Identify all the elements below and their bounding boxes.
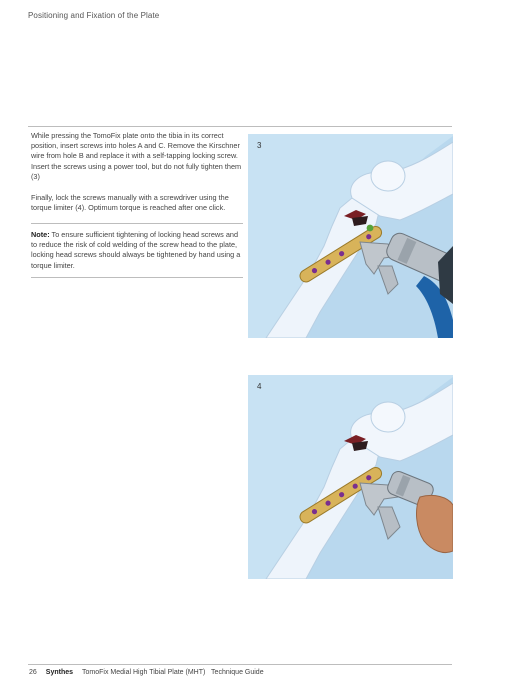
note-text: To ensure sufficient tightening of locking head screws and to reduce the risk of cold welding of the screw head to the plate, locking head screws should always be tightened by hand using a torque limiter. [31,230,241,270]
brand-name: Synthes [45,669,74,676]
tibia-screwdriver-illustration [248,375,453,579]
figure-3-illustration [248,134,453,338]
note-paragraph [31,230,243,271]
page-number: 26 [29,669,37,676]
footer-divider [28,664,452,665]
instruction-paragraph-1: While pressing the TomoFix plate onto the tibia in its correct position, insert screws into holes A and C. Remove the Kirschner wire from hole B and replace it with a self-tapping locking screw. Insert the screws using a power tool, but do not fully tighten them (3) [31,131,242,181]
instruction-paragraph-2: Finally, lock the screws manually with a screwdriver using the torque limiter (4). Optimum torque is reached after one click. [31,193,229,213]
figure-4-number: 4 [257,382,262,391]
tibia-drill-illustration [248,134,453,338]
note-divider [31,223,243,224]
document-title: TomoFix Medial High Tibial Plate (MHT) Technique Guide [82,669,264,676]
figure-4-illustration [248,375,453,579]
figure-3-number: 3 [257,141,262,150]
note-bottom-divider [31,277,243,278]
note-label: Note: [31,230,50,239]
top-divider [28,126,452,127]
section-title: Positioning and Fixation of the Plate [28,11,160,20]
page-footer [29,669,264,676]
